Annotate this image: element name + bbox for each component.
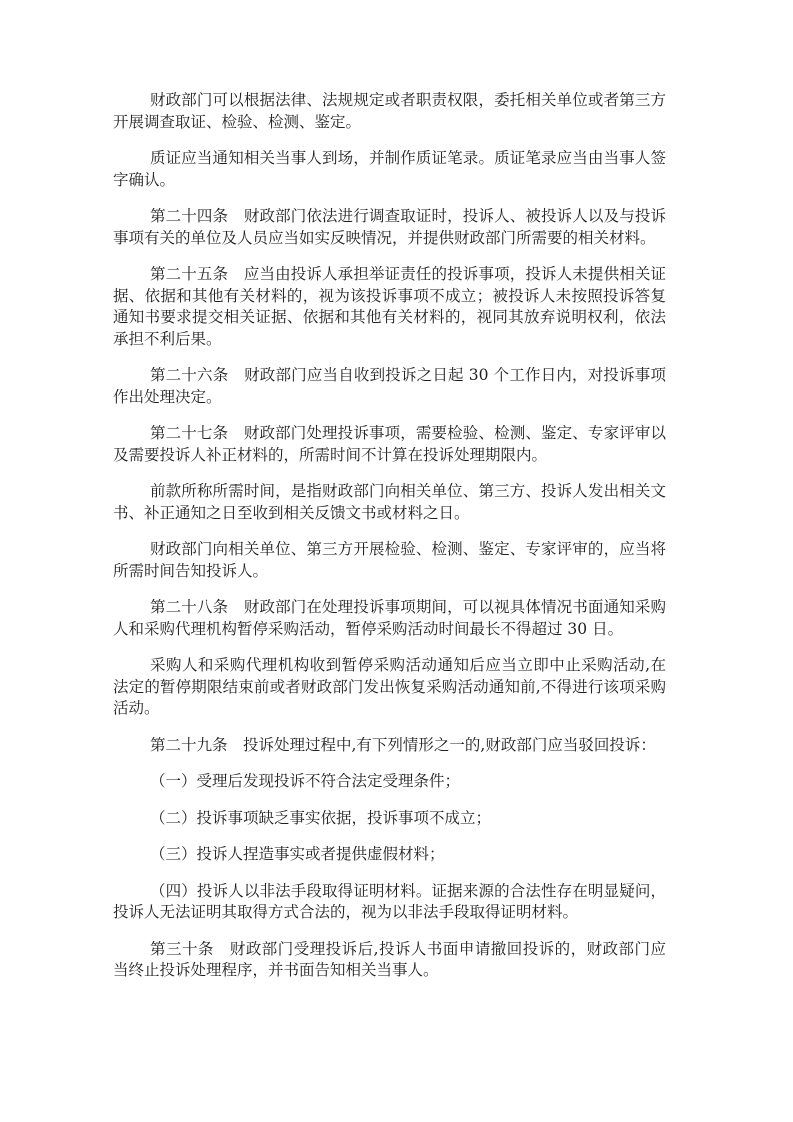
article-25: 第二十五条 应当由投诉人承担举证责任的投诉事项，投诉人未提供相关证据、依据和其他有关材料的，视为该投诉事项不成立；被投诉人未按照投诉答复通知书要求提交相关证据、依据和其他有关材料的，视同其放弃说明权利，依法承担不利后果。 [113,265,666,348]
article-28: 第二十八条 财政部门在处理投诉事项期间，可以视具体情况书面通知采购人和采购代理机构暂停采购活动，暂停采购活动时间最长不得超过 30 日。 [113,598,666,638]
article-29-item-1: （一）受理后发现投诉不符合法定受理条件； [150,772,461,790]
para-cross-examination-record: 质证应当通知相关当事人到场，并制作质证笔录。质证笔录应当由当事人签字确认。 [113,149,666,189]
article-30: 第三十条 财政部门受理投诉后,投诉人书面申请撤回投诉的，财政部门应当终止投诉处理程序，并书面告知相关当事人。 [113,939,666,979]
article-29-item-2: （二）投诉事项缺乏事实依据，投诉事项不成立； [150,808,492,827]
article-27: 第二十七条 财政部门处理投诉事项，需要检验、检测、鉴定、专家评审以及需要投诉人补正材料的，所需时间不计算在投诉处理期限内。 [113,424,666,464]
article-29-item-4: （四）投诉人以非法手段取得证明材料。证据来源的合法性存在明显疑问，投诉人无法证明其取得方式合法的，视为以非法手段取得证明材料。 [113,881,666,921]
article-27-para-2: 前款所称所需时间，是指财政部门向相关单位、第三方、投诉人发出相关文书、补正通知之日至收到相关反馈文书或材料之日。 [113,482,666,522]
article-24: 第二十四条 财政部门依法进行调查取证时，投诉人、被投诉人以及与投诉事项有关的单位及人员应当如实反映情况，并提供财政部门所需要的相关材料。 [113,207,666,247]
article-27-para-3: 财政部门向相关单位、第三方开展检验、检测、鉴定、专家评审的，应当将所需时间告知投诉人。 [113,540,666,580]
para-investigation-delegation: 财政部门可以根据法律、法规规定或者职责权限，委托相关单位或者第三方开展调查取证、检验、检测、鉴定。 [113,91,666,131]
article-29-item-3: （三）投诉人捏造事实或者提供虚假材料； [150,845,445,863]
article-29: 第二十九条 投诉处理过程中,有下列情形之一的,财政部门应当驳回投诉： [150,735,656,754]
article-26: 第二十六条 财政部门应当自收到投诉之日起 30 个工作日内，对投诉事项作出处理决定。 [113,366,666,406]
article-28-para-2: 采购人和采购代理机构收到暂停采购活动通知后应当立即中止采购活动,在法定的暂停期限结束前或者财政部门发出恢复采购活动通知前,不得进行该项采购活动。 [113,656,666,717]
document-content [113,90,666,982]
